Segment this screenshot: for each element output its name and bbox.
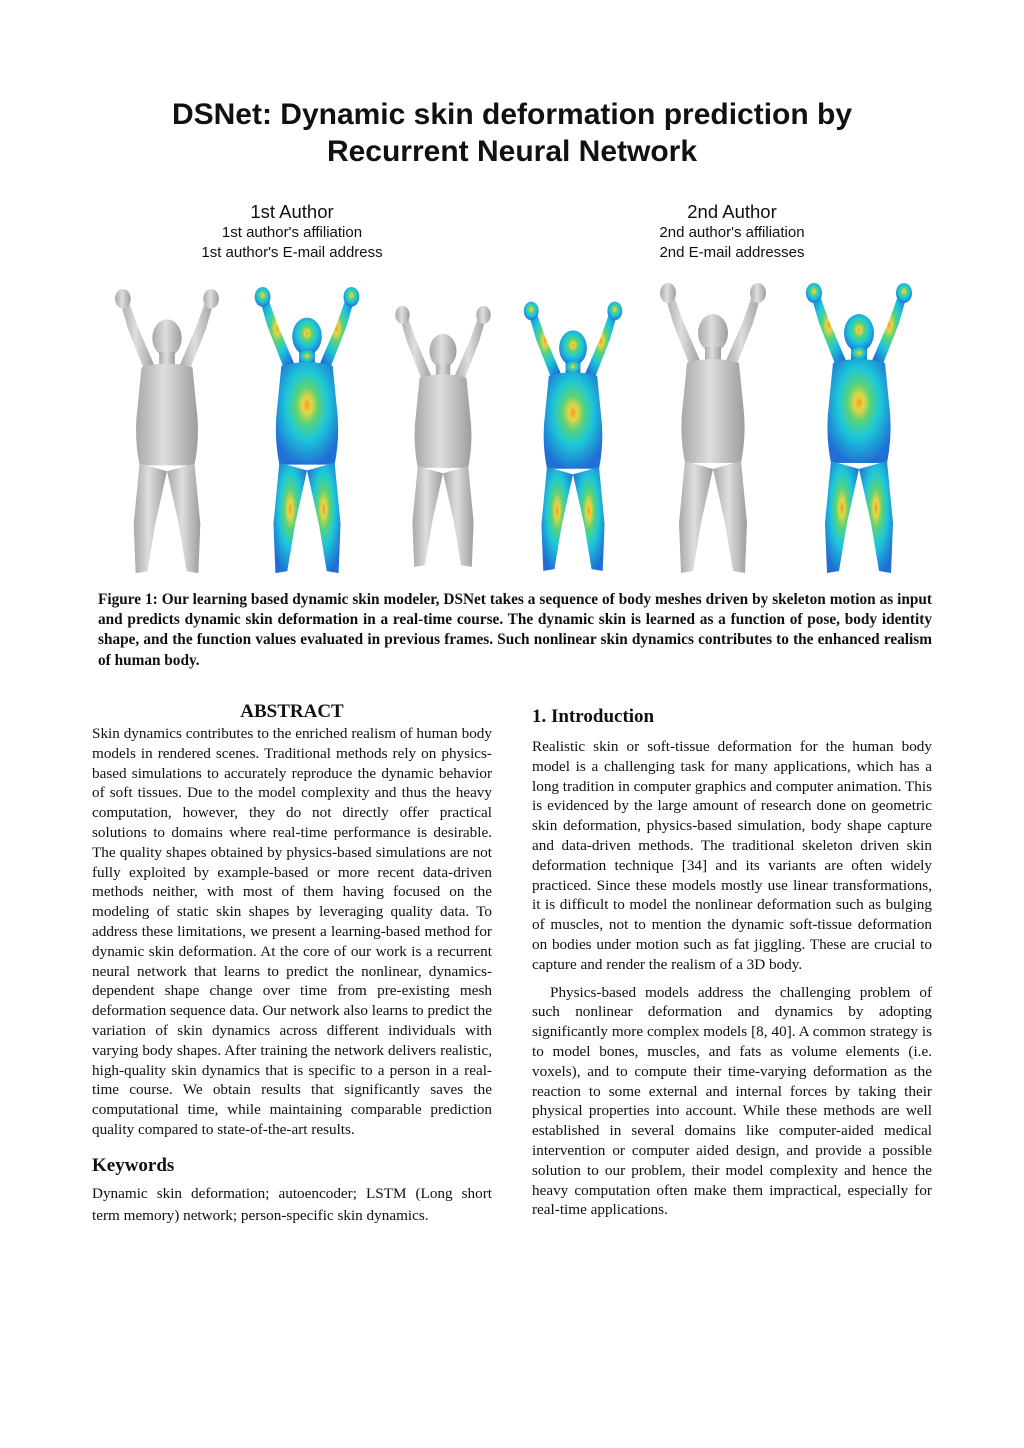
author-affiliation: 1st author's affiliation [221,224,363,241]
author-affiliation: 2nd author's affiliation [659,224,805,241]
teaser-figure [98,283,934,581]
author-block-2 [552,201,912,263]
title-line-2: Recurrent Neural Network [326,135,698,168]
body-heatmap-3 [806,283,912,573]
abstract-text: Skin dynamics contributes to the enriched realism of human body models in rendered scenes. Traditional methods rely on physics-based simulations to accurately reproduce the dynamic behavior of soft tissues. Due to the model complexity and thus the heavy computation, however, they do not directly offer practical solutions to domains where real-time performance is desirable. The quality shapes obtained by physics-based simulations are not fully exploited by example-based or more recent data-driven methods neither, with most of them having focused on the modeling of static skin shapes by leveraging quality data. To address these limitations, we present a learning-based method for dynamic skin deformation. At the core of our work is a recurrent neural network that learns to predict the nonlinear, dynamics-dependent shape change over time from pre-existing mesh deformation sequence data. Our network also learns to predict the variation of skin dynamics across different individuals with varying body shapes. After training the network delivers realistic, high-quality skin dynamics that is specific to a person in a real-time course. We obtain results that significantly saves the computational time, while maintaining comparable prediction quality compared to state-of-the-art results. [92,725,492,1138]
keywords-heading: Keywords [92,1154,175,1176]
body-heatmap-2 [524,302,622,571]
introduction-paragraph-2: Physics-based models address the challenging problem of such nonlinear deformation and dynamics by adopting significantly more complex models [8, 40]. A common strategy is to model bones, muscles, and fats as volume elements (i.e. voxels), and to compute their time-varying deformation as the reaction to some external and internal forces by taking their physical properties into account. While these methods are well established in several domains like computer-aided medical intervention or computer aided design, and provide a possible solution to our problem, their model complexity and hence the heavy computation often make them impractical, especially for real-time applications. [532,983,932,1219]
body-mesh-3 [660,283,766,573]
author-name: 2nd Author [687,201,777,222]
body-mesh-1 [115,289,219,573]
paper-title [0,96,1024,170]
introduction-heading: 1. Introduction [532,706,655,727]
keywords-text: Dynamic skin deformation; autoencoder; LSTM (Long short term memory) network; person-specific skin dynamics. [92,1184,492,1224]
author-email: 1st author's E-mail address [201,244,383,261]
body-heatmap-1 [255,287,360,573]
introduction-paragraph-1: Realistic skin or soft-tissue deformation for the human body model is a challenging task for many applications, which has a long tradition in computer graphics and computer animation. This is evidenced by the large amount of research done on geometric skin deformation, physics-based simulation, body shape capture and data-driven methods. The traditional skeleton driven skin deformation technique [34] and its variants are often widely practiced. Since these models mostly use linear transformations, it is difficult to model the nonlinear deformation such as bulging of muscles, not to mention the dynamic soft-tissue deformation on bodies under motion such as fat jiggling. These are crucial to capture and render the realism of a 3D body. [532,738,932,973]
left-column [92,700,492,1227]
author-email: 2nd E-mail addresses [659,244,805,261]
title-line-1: DSNet: Dynamic skin deformation prediction by [171,98,853,131]
figure-caption: Figure 1: Our learning based dynamic skin modeler, DSNet takes a sequence of body meshes driven by skeleton motion as input and predicts dynamic skin deformation in a real-time course. The dynamic skin is learned as a function of pose, body identity shape, and the function values evaluated in previous frames. Such nonlinear skin dynamics contributes to the enhanced realism of human body. [98,591,932,669]
body-mesh-2 [395,306,490,567]
author-block-1 [112,201,472,263]
abstract-heading: ABSTRACT [240,701,344,722]
right-column [532,705,932,1220]
author-name: 1st Author [250,201,334,222]
